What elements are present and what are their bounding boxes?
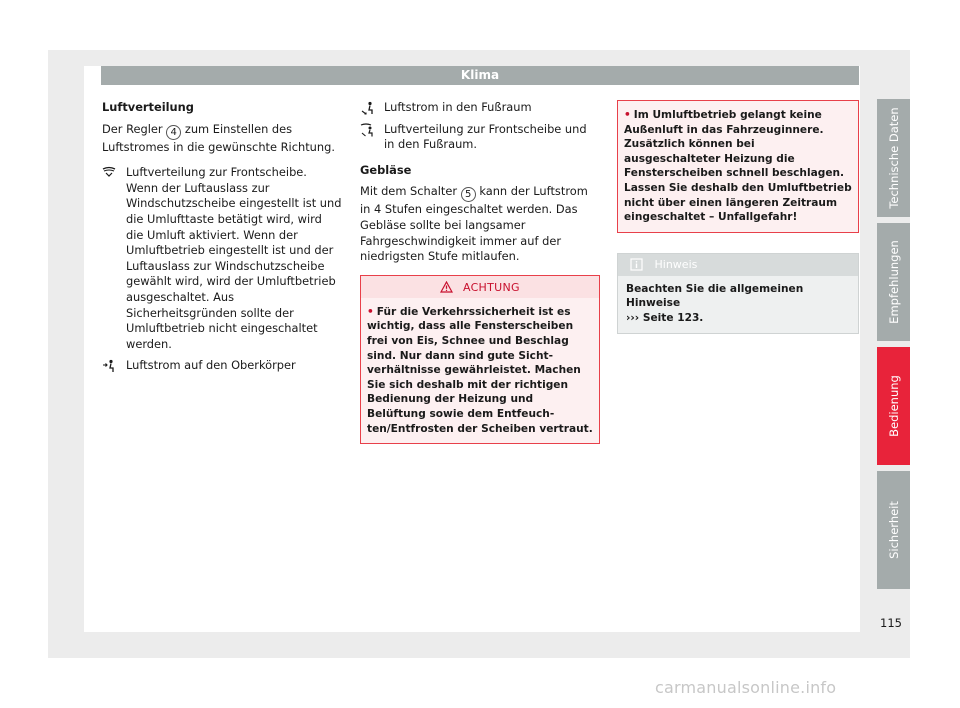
page-reference-link[interactable]: ››› Seite 123. <box>626 311 704 324</box>
column-3 <box>617 100 859 334</box>
warning-text: • Für die Verkehrssicherheit ist es wichtig, dass alle Fensterscheiben frei von Eis, Schnee und Beschlag sind. Nur dann sind gute Sichtverhältnisse gewährleistet. Machen Sie sich deshalb mit der richtigen Bedienung der Heizung und Belüftung sowie dem Entfeuchten/Entfrosten der Scheiben vertraut. <box>361 298 599 443</box>
list-item: Luftverteilung zur Frontscheibe. Wenn der Luftauslass zur Windschutzscheibe eingestellt ist und die Umlufttaste betätigt wird, wird die Umluft aktiviert. Wenn der Umluftbetrieb eingestellt ist und der Luftauslass zur Windschutzscheibe gewählt wird, wird der Umluftbetrieb ausgeschaltet. Aus Sicherheitsgründen sollte der Umluftbetrieb nicht eingeschaltet werden. <box>102 165 342 352</box>
warning-text: • Im Umluftbetrieb gelangt keine Außenluft in das Fahrzeuginnere. Zusätzlich können bei ausgeschalteter Heizung die Fensterscheiben schnell beschlagen. Lassen Sie deshalb den Umluftbetrieb nicht über einen längeren Zeitraum eingeschaltet – Unfallgefahr! <box>618 101 858 232</box>
list-item: Luftverteilung zur Frontscheibe und in den Fußraum. <box>360 122 600 153</box>
bullet-icon: • <box>367 305 374 318</box>
fan-paragraph: Mit dem Schalter 5 kann der Luftstrom in 4 Stufen eingeschaltet werden. Das Gebläse sollte bei langsamer Fahrgeschwindigkeit immer auf der niedrigsten Stufe mitlaufen. <box>360 184 588 264</box>
windscreen-footwell-airflow-icon <box>360 123 374 137</box>
info-icon <box>630 258 643 271</box>
bullet-icon: • <box>624 109 631 121</box>
section-heading-luftverteilung: Luftverteilung <box>102 100 194 114</box>
tab-empfehlungen[interactable]: Empfehlungen <box>877 223 910 341</box>
control-number-badge: 5 <box>461 187 476 202</box>
section-heading-geblaese: Gebläse <box>360 162 412 177</box>
watermark: carmanualsonline.info <box>655 678 837 697</box>
tab-technische-daten[interactable]: Technische Daten <box>877 99 910 217</box>
warning-box <box>360 275 600 444</box>
column-1 <box>102 100 342 374</box>
intro-paragraph: Der Regler 4 zum Einstellen des Luftstromes in die gewünschte Richtung. <box>102 121 335 154</box>
note-header: Hinweis <box>618 254 858 276</box>
list-item: Luftstrom auf den Oberkörper <box>102 358 342 374</box>
warning-box-continued <box>617 100 859 233</box>
control-number-badge: 4 <box>166 125 181 140</box>
upper-body-airflow-icon <box>102 359 116 373</box>
footwell-airflow-icon <box>360 101 374 115</box>
list-item: Luftstrom in den Fußraum <box>360 100 600 116</box>
windscreen-airflow-icon <box>102 166 116 178</box>
page-number: 115 <box>880 616 902 630</box>
column-2 <box>360 100 600 444</box>
warning-header: ACHTUNG <box>361 276 599 298</box>
warning-triangle-icon <box>440 281 453 293</box>
note-box <box>617 253 859 334</box>
tab-sicherheit[interactable]: Sicherheit <box>877 471 910 589</box>
note-text: Beachten Sie die allgemeinen Hinweise ››› Seite 123. <box>618 276 858 333</box>
page-header: Klima <box>101 66 859 85</box>
tab-bedienung[interactable]: Bedienung <box>877 347 910 465</box>
